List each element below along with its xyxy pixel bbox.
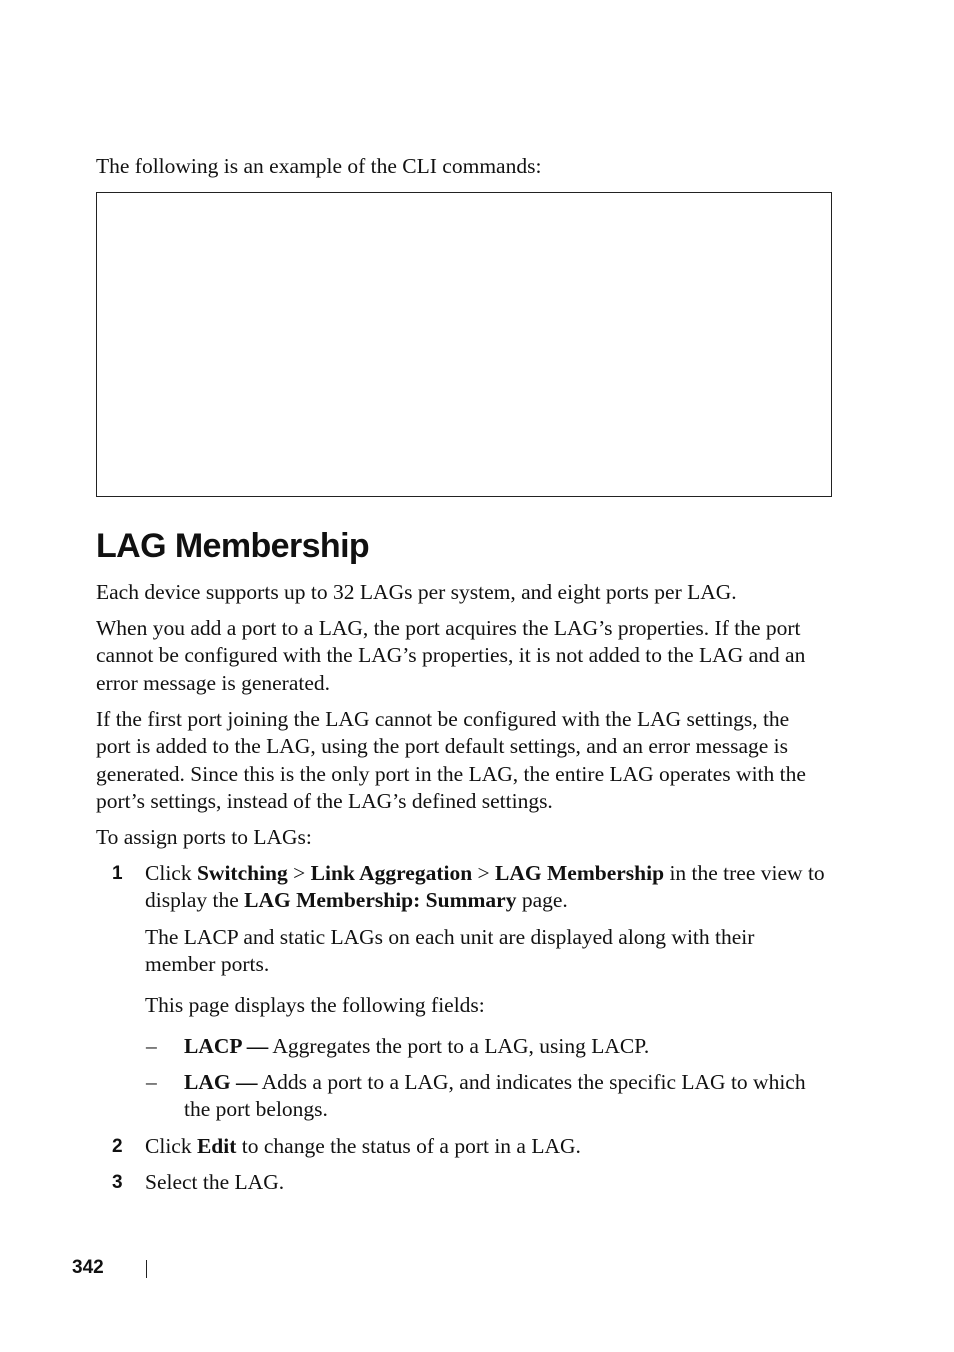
menu-path-link-aggregation: Link Aggregation — [310, 861, 473, 885]
field-lacp — [184, 1033, 824, 1060]
paragraph-assign-intro: To assign ports to LAGs: — [96, 825, 312, 849]
step-number: 2 — [112, 1136, 123, 1157]
field-description: Aggregates the port to a LAG, using LACP. — [268, 1034, 650, 1058]
page-number: 342 — [72, 1257, 104, 1278]
step-text: Click — [145, 1134, 197, 1158]
page-name-summary: LAG Membership: Summary — [244, 888, 517, 913]
cli-example-box — [96, 192, 832, 497]
step-text: to change the status of a port in a LAG. — [236, 1134, 581, 1158]
path-separator: > — [287, 861, 311, 885]
step-1-text — [145, 860, 825, 915]
field-description: Adds a port to a LAG, and indicates the specific LAG to which the port belongs. — [184, 1070, 806, 1122]
section-heading: LAG Membership — [96, 527, 370, 565]
field-name: LACP — — [184, 1034, 269, 1058]
path-separator: > — [472, 861, 496, 885]
step-text: in the tree view to display the — [145, 861, 825, 913]
step-2-text — [145, 1133, 825, 1160]
menu-path-lag-membership: LAG Membership — [495, 861, 665, 885]
paragraph-port-properties: When you add a port to a LAG, the port acquires the LAG’s properties. If the port cannot be configured with the LAG’s properties, it is not added to the LAG and an error message is generated. — [96, 616, 806, 695]
step-number: 1 — [112, 863, 123, 884]
field-name: LAG — — [184, 1070, 258, 1094]
step-number: 3 — [112, 1172, 123, 1193]
step-1-note: The LACP and static LAGs on each unit are displayed along with their member ports. — [145, 925, 755, 977]
field-lag — [184, 1069, 824, 1124]
list-dash: – — [146, 1070, 157, 1094]
paragraph-lag-limits: Each device supports up to 32 LAGs per system, and eight ports per LAG. — [96, 580, 737, 604]
menu-path-switching: Switching — [196, 861, 288, 885]
footer-divider — [146, 1260, 147, 1278]
step-text: page. — [516, 888, 568, 913]
list-dash: – — [146, 1034, 157, 1058]
edit-label: Edit — [196, 1134, 237, 1158]
step-1-fields-intro: This page displays the following fields: — [145, 993, 485, 1017]
step-3-text: Select the LAG. — [145, 1170, 285, 1194]
intro-text: The following is an example of the CLI commands: — [96, 154, 542, 178]
paragraph-first-port: If the first port joining the LAG cannot be configured with the LAG settings, the port is added to the LAG, using the port default settings, and an error message is generated. Since this is the only port in the LAG, the entire LAG operates with the port’s settings, instead of the LAG’s defined settings. — [96, 707, 806, 813]
step-text: Click — [145, 861, 197, 885]
